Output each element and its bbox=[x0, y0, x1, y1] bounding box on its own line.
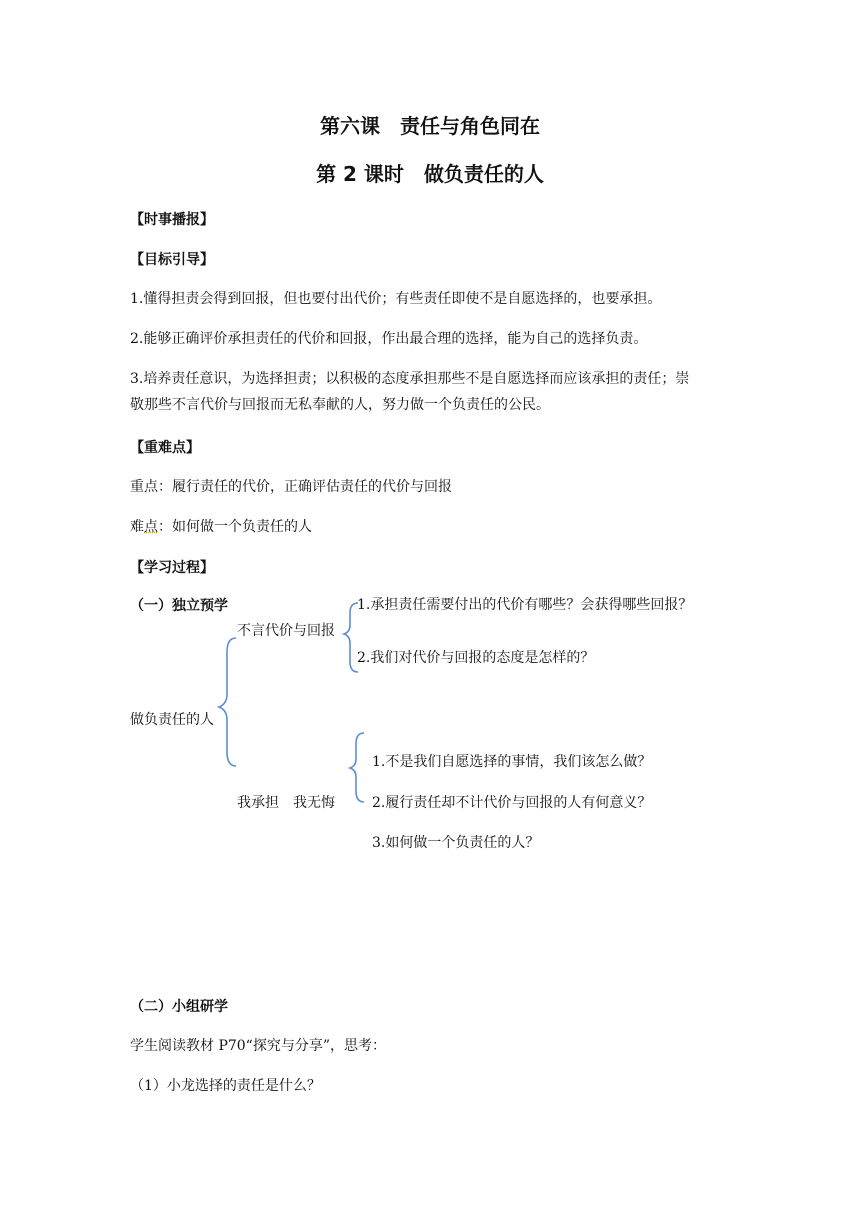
section-process-heading: 【学习过程】 bbox=[130, 560, 214, 576]
difficulty-marked-char: 点 bbox=[144, 519, 158, 535]
mindmap-branch-1: 不言代价与回报 bbox=[237, 623, 335, 639]
branch-2-question: 2.履行责任却不计代价与回报的人有何意义？ bbox=[372, 795, 652, 811]
branch-1-question: 2.我们对代价与回报的态度是怎样的？ bbox=[357, 650, 595, 666]
group-study-question: （1）小龙选择的责任是什么？ bbox=[130, 1078, 321, 1094]
section-goals-heading: 【目标引导】 bbox=[130, 252, 214, 268]
root-brace bbox=[219, 638, 236, 766]
branch-1-question: 1.承担责任需要付出的代价有哪些？会获得哪些回报？ bbox=[357, 597, 693, 613]
lesson-subtitle: 第 2 课时 做负责任的人 bbox=[316, 162, 544, 186]
group-study-heading: （二）小组研学 bbox=[130, 999, 228, 1015]
group-study-intro: 学生阅读教材 P70“探究与分享”，思考： bbox=[130, 1038, 386, 1054]
lesson-title: 第六课 责任与角色同在 bbox=[320, 114, 540, 138]
difficulty-rest: ：如何做一个负责任的人 bbox=[158, 519, 312, 535]
mindmap-root: 做负责任的人 bbox=[130, 712, 214, 728]
section-news-heading: 【时事播报】 bbox=[130, 212, 214, 228]
branch-2-question: 1.不是我们自愿选择的事情，我们该怎么做？ bbox=[372, 754, 652, 770]
preview-heading: （一）独立预学 bbox=[130, 598, 228, 614]
goal-item: 2.能够正确评价承担责任的代价和回报，作出最合理的选择，能为自己的选择负责。 bbox=[130, 331, 648, 347]
goal-item: 1.懂得担责会得到回报，但也要付出代价；有些责任即使不是自愿选择的，也要承担。 bbox=[130, 291, 662, 307]
branch-1-brace bbox=[344, 603, 358, 672]
branch-2-question: 3.如何做一个负责任的人？ bbox=[372, 835, 540, 851]
branch-2-brace bbox=[350, 733, 364, 802]
goal-item: 3.培养责任意识，为选择担责；以积极的态度承担那些不是自愿选择而应该承担的责任；崇 bbox=[130, 371, 690, 387]
section-key-points-heading: 【重难点】 bbox=[130, 440, 200, 456]
key-point-focus: 重点：履行责任的代价，正确评估责任的代价与回报 bbox=[130, 479, 452, 495]
mindmap-branch-2: 我承担 我无悔 bbox=[237, 795, 335, 811]
difficulty-prefix: 难 bbox=[130, 519, 144, 535]
goal-item-continued: 敬那些不言代价与回报而无私奉献的人，努力做一个负责任的公民。 bbox=[130, 397, 550, 413]
